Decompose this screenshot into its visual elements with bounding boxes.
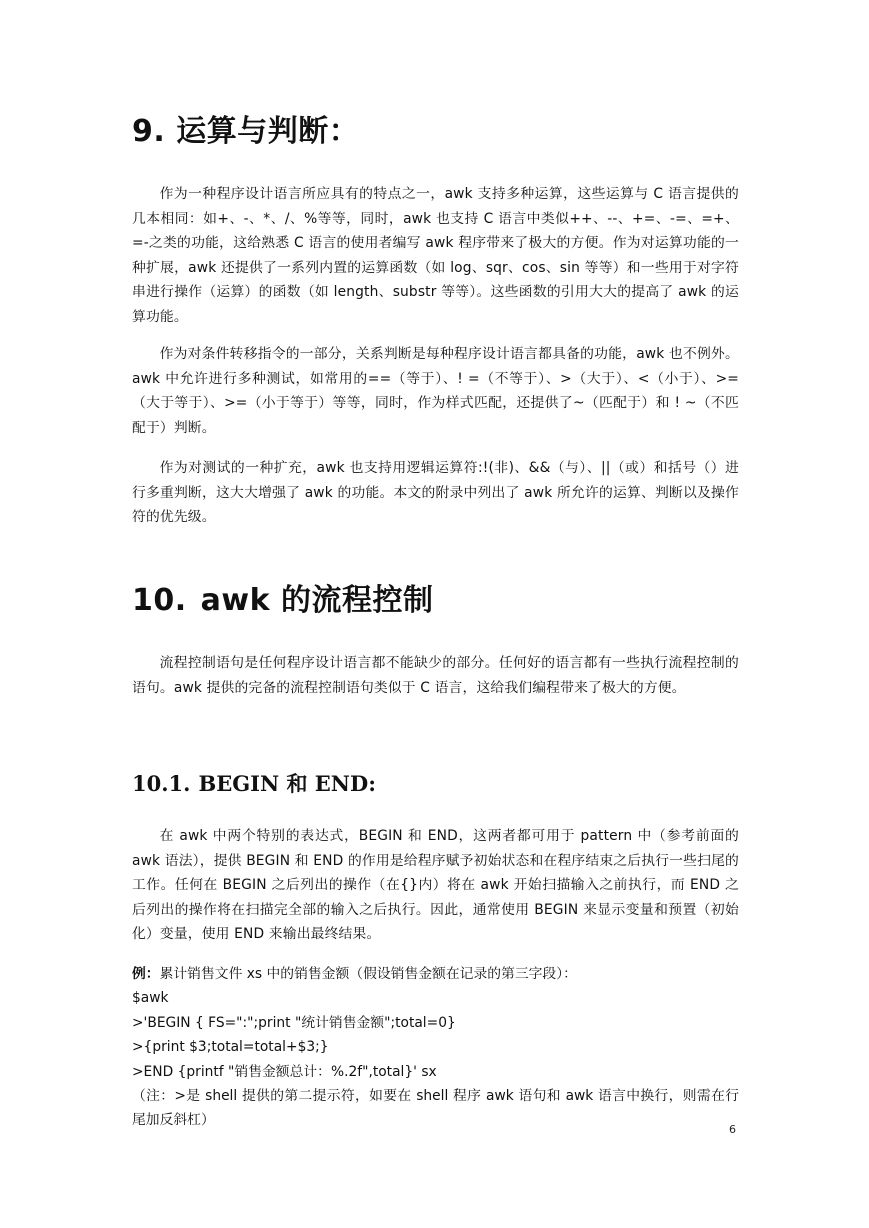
example-block xyxy=(132,962,739,1133)
example-note: （注：>是 shell 提供的第二提示符，如要在 shell 程序 awk 语句和 awk 语言中换行，则需在行尾加反斜杠） xyxy=(132,1088,739,1129)
section-10-1-title: BEGIN 和 END: xyxy=(198,771,376,796)
section-9-paragraph-2: 作为对条件转移指令的一部分，关系判断是每种程序设计语言都具备的功能，awk 也不例外。awk 中允许进行多种测试，如常用的==（等于）、! =（不等于）、>（大于）、<（小于）、>=（大于等于）、>=（小于等于）等等，同时，作为样式匹配，还提供了~（匹配于）和 ! ~（不匹配于）判断。 xyxy=(132,346,739,436)
code-line: >END {printf "销售金额总计：%.2f",total}' sx xyxy=(132,1063,437,1080)
code-line: $awk xyxy=(132,990,169,1007)
page-number: 6 xyxy=(729,1123,736,1136)
section-10-1-number: 10.1. xyxy=(132,771,191,796)
example-heading-line xyxy=(132,962,739,986)
section-9-heading xyxy=(132,114,359,150)
section-9-paragraph-3: 作为对测试的一种扩充，awk 也支持用逻辑运算符:!(非)、&&（与）、||（或）和括号（）进行多重判断，这大大增强了 awk 的功能。本文的附录中列出了 awk 所允许的运算、判断以及操作符的优先级。 xyxy=(132,460,739,526)
section-10-1-heading xyxy=(132,771,376,797)
section-9-title: 9. 运算与判断： xyxy=(132,114,360,149)
section-10-heading xyxy=(132,583,434,619)
example-description: 累计销售文件 xs 中的销售金额（假设销售金额在记录的第三字段）： xyxy=(159,966,577,982)
section-10-number: 10. xyxy=(132,583,187,618)
section-9-paragraph-1: 作为一种程序设计语言所应具有的特点之一，awk 支持多种运算，这些运算与 C 语言提供的几本相同：如+、-、*、/、%等等，同时，awk 也支持 C 语言中类似++、--、+=、-=、=+、=-之类的功能，这给熟悉 C 语言的使用者编写 awk 程序带来了极大的方便。作为对运算功能的一种扩展，awk 还提供了一系列内置的运算函数（如 log、sqr、cos、sin 等等）和一些用于对字符串进行操作（运算）的函数（如 length、substr 等等）。这些函数的引用大大的提高了 awk 的运算功能。 xyxy=(132,186,739,325)
section-10-1-paragraph-1: 在 awk 中两个特别的表达式，BEGIN 和 END，这两者都可用于 pattern 中（参考前面的 awk 语法），提供 BEGIN 和 END 的作用是给程序赋予初始状态和在程序结束之后执行一些扫尾的工作。任何在 BEGIN 之后列出的操作（在{}内）将在 awk 开始扫描输入之前执行，而 END 之后列出的操作将在扫描完全部的输入之后执行。因此，通常使用 BEGIN 来显示变量和预置（初始化）变量，使用 END 来输出最终结果。 xyxy=(132,828,739,943)
code-line: >{print $3;total=total+$3;} xyxy=(132,1039,329,1056)
example-label: 例： xyxy=(132,966,160,982)
section-10-title: awk 的流程控制 xyxy=(200,583,434,618)
section-10-paragraph-1: 流程控制语句是任何程序设计语言都不能缺少的部分。任何好的语言都有一些执行流程控制的语句。awk 提供的完备的流程控制语句类似于 C 语言，这给我们编程带来了极大的方便。 xyxy=(132,655,739,696)
code-line: >'BEGIN { FS=":";print "统计销售金额";total=0} xyxy=(132,1014,456,1031)
